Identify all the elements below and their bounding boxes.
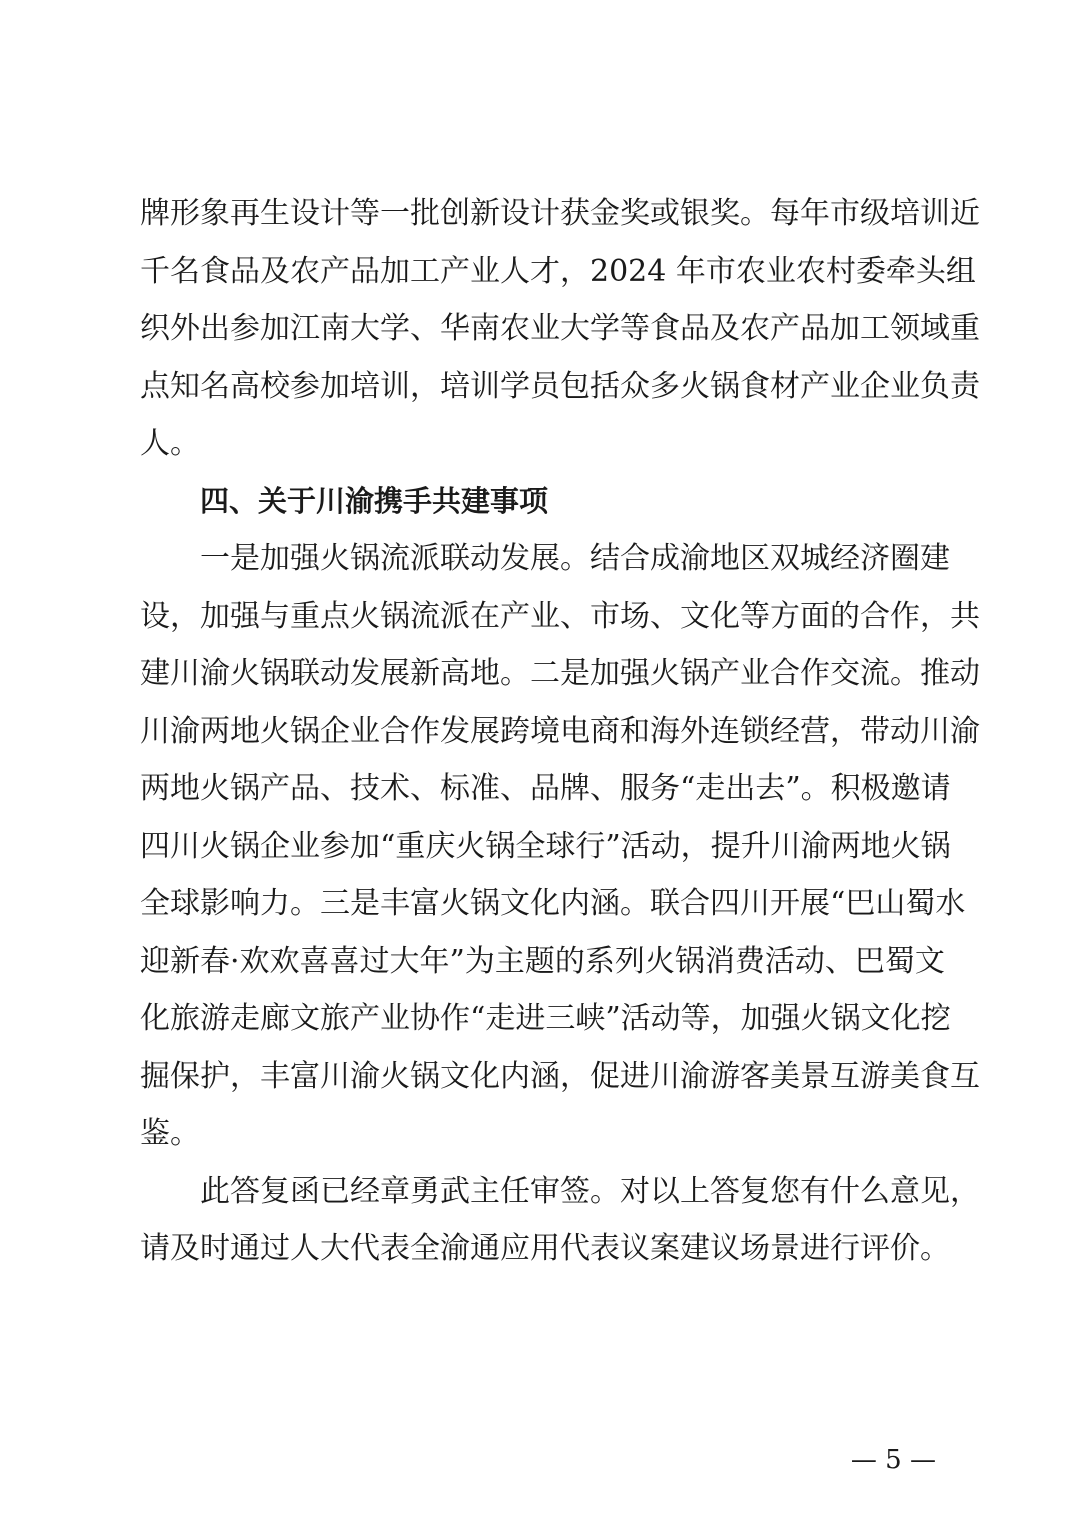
paragraph-line: 人。 xyxy=(140,426,200,461)
paragraph-line: 化旅游走廊文旅产业协作“走进三峡”活动等，加强火锅文化挖 xyxy=(140,1001,951,1036)
paragraph-line: 设，加强与重点火锅流派在产业、市场、文化等方面的合作，共 xyxy=(140,598,980,634)
section-heading: 四、关于川渝携手共建事项 xyxy=(200,483,549,518)
paragraph-line: 迎新春·欢欢喜喜过大年”为主题的系列火锅消费活动、巴蜀文 xyxy=(140,943,945,979)
paragraph-line: 掘保护，丰富川渝火锅文化内涵，促进川渝游客美景互游美食互 xyxy=(140,1058,980,1094)
paragraph-line: 鉴。 xyxy=(140,1116,200,1151)
paragraph-line: 两地火锅产品、技术、标准、品牌、服务“走出去”。积极邀请 xyxy=(140,771,951,806)
paragraph-line: 牌形象再生设计等一批创新设计获金奖或银奖。每年市级培训近 xyxy=(140,196,980,231)
paragraph-line: 川渝两地火锅企业合作发展跨境电商和海外连锁经营，带动川渝 xyxy=(140,713,980,749)
body-text xyxy=(140,185,980,1278)
paragraph-line: 点知名高校参加培训，培训学员包括众多火锅食材产业企业负责 xyxy=(140,368,980,404)
paragraph-line: 全球影响力。三是丰富火锅文化内涵。联合四川开展“巴山蜀水 xyxy=(140,886,966,921)
paragraph-line: 织外出参加江南大学、华南农业大学等食品及农产品加工领域重 xyxy=(140,311,980,346)
paragraph-line: 四川火锅企业参加“重庆火锅全球行”活动，提升川渝两地火锅 xyxy=(140,828,951,864)
page-number: — 5 — xyxy=(850,1445,936,1475)
closing-line: 此答复函已经章勇武主任审签。对以上答复您有什么意见， xyxy=(200,1173,980,1209)
paragraph-line: 千名食品及农产品加工产业人才，2024 年市农业农村委牵头组 xyxy=(140,253,976,289)
paragraph-line: 建川渝火锅联动发展新高地。二是加强火锅产业合作交流。推动 xyxy=(140,656,980,691)
paragraph-line: 一是加强火锅流派联动发展。结合成渝地区双城经济圈建 xyxy=(200,541,950,576)
closing-line: 请及时通过人大代表全渝通应用代表议案建议场景进行评价。 xyxy=(140,1231,950,1266)
